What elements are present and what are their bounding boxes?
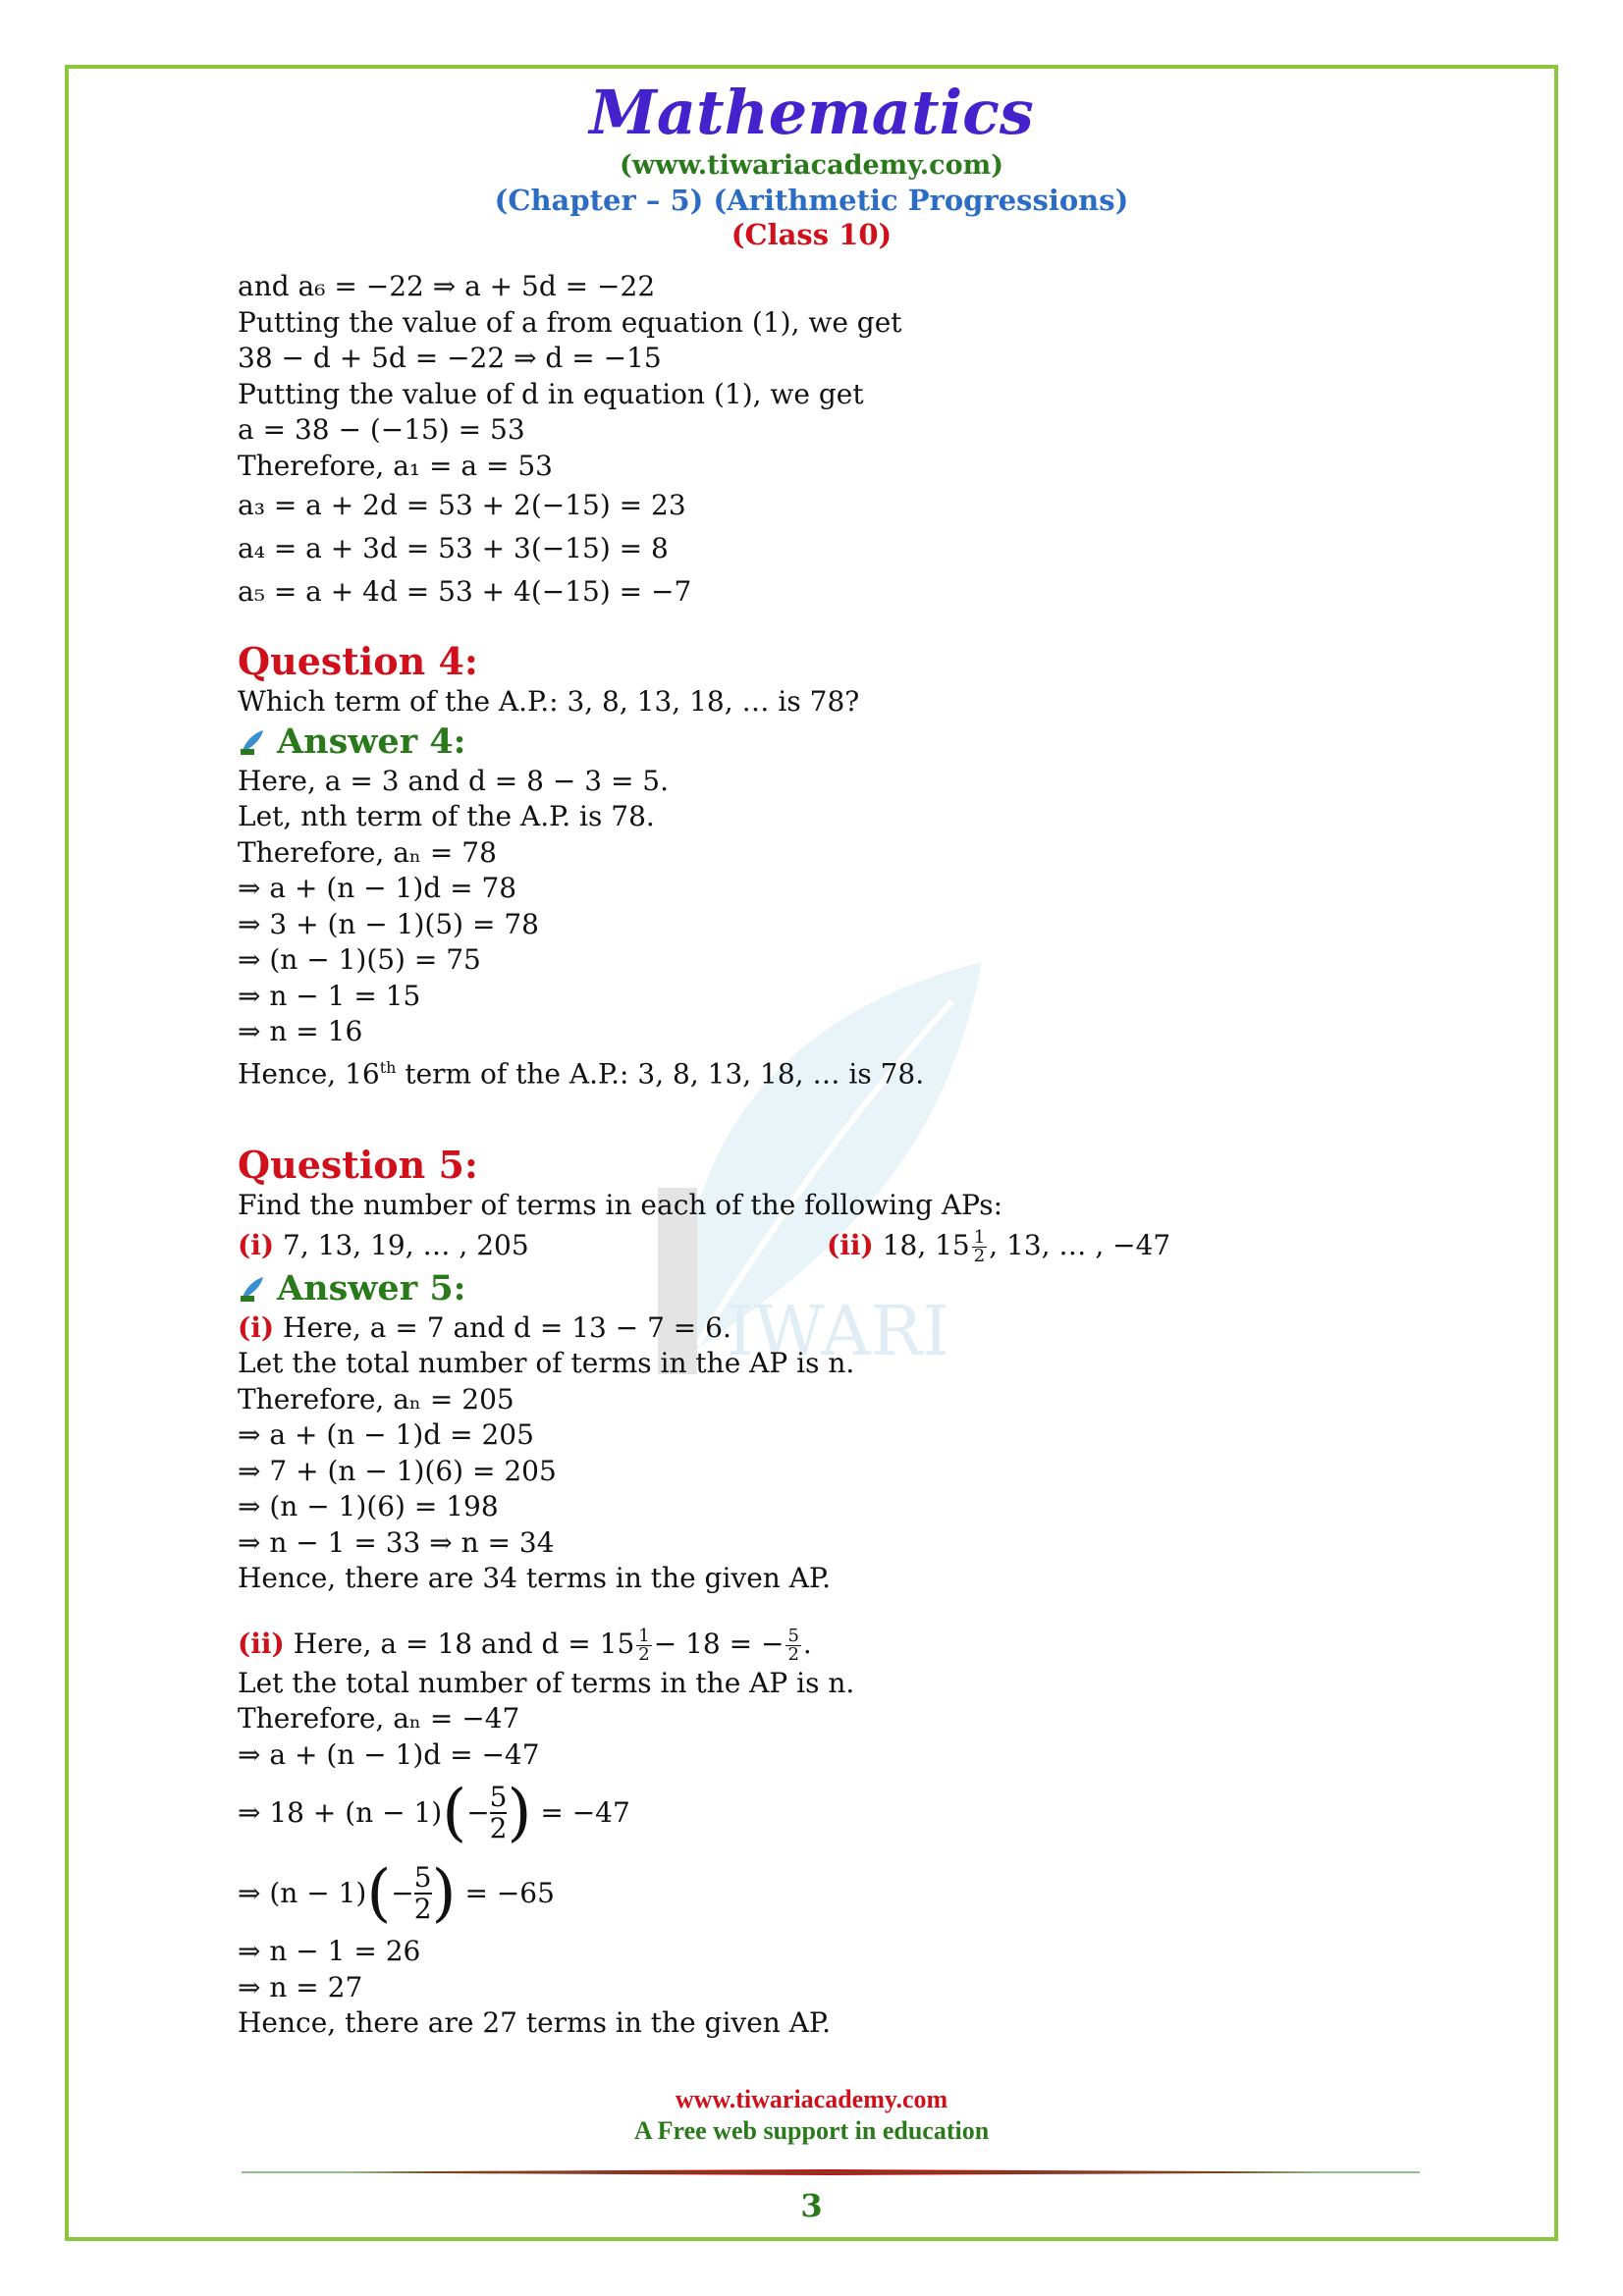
fraction-five-halves: $\frac{5}{2}$ xyxy=(787,1625,799,1665)
answer-line: ⇒ a + (n − 1)d = 205 xyxy=(238,1418,534,1452)
solution-line: Putting the value of d in equation (1), we get xyxy=(238,377,864,410)
footer-website: www.tiwariacademy.com xyxy=(675,2085,948,2113)
page-content xyxy=(238,269,1465,2042)
part-i-first-line: (i) Here, a = 7 and d = 13 − 7 = 6. xyxy=(238,1310,731,1344)
fraction-half: $\frac{1}{2}$ xyxy=(973,1226,986,1266)
fraction-five-halves: $\frac{5}{2}$ xyxy=(413,1861,432,1926)
answer-line: ⇒ (n − 1)(6) = 198 xyxy=(238,1490,499,1523)
answer-line: ⇒ n − 1 = 26 xyxy=(238,1935,421,1968)
answer-line: ⇒ n − 1 = 33 ⇒ n = 34 xyxy=(238,1525,555,1559)
answer-line: ⇒ 7 + (n − 1)(6) = 205 xyxy=(238,1454,557,1487)
footer-tagline: A Free web support in education xyxy=(633,2116,990,2145)
footer-divider xyxy=(242,2169,1420,2175)
answer-line: ⇒ n − 1 = 15 xyxy=(238,979,421,1012)
fraction-half: $\frac{1}{2}$ xyxy=(638,1625,650,1665)
page-number: 3 xyxy=(800,2187,823,2224)
answer-4-label: Answer 4: xyxy=(277,721,466,762)
question-5-heading: Question 5: xyxy=(238,1143,478,1188)
answer-4-conclusion: Hence, 16th term of the A.P.: 3, 8, 13, 18, … is 78. xyxy=(238,1056,925,1090)
equation-line: ⇒ (n − 1) ( − $\frac{5}{2}$ ) = −65 xyxy=(238,1857,555,1931)
solution-line: a₃ = a + 2d = 53 + 2(−15) = 23 xyxy=(238,489,686,521)
part-ii-first-line: (ii) Here, a = 18 and d = 15 $\frac{1}{2}$ − 18 = − $\frac{5}{2}$ . xyxy=(238,1625,812,1665)
answer-line: Let, nth term of the A.P. is 78. xyxy=(238,800,655,832)
answer-line: Hence, there are 27 terms in the given AP. xyxy=(238,2006,832,2040)
answer-5-label: Answer 5: xyxy=(277,1267,466,1308)
answer-4-heading xyxy=(238,721,1465,764)
class-label: (Class 10) xyxy=(730,218,893,251)
chapter-heading: (Chapter – 5) (Arithmetic Progressions) xyxy=(494,184,1129,217)
solution-line: Putting the value of a from equation (1), we get xyxy=(238,305,902,339)
answer-line: Hence, there are 34 terms in the given AP. xyxy=(238,1562,832,1595)
svg-text:IWARI: IWARI xyxy=(727,1291,950,1371)
solution-line: a₄ = a + 3d = 53 + 3(−15) = 8 xyxy=(238,532,669,564)
continued-solution xyxy=(238,269,1465,614)
question-4-heading: Question 4: xyxy=(238,639,478,683)
answer-line: ⇒ n = 27 xyxy=(238,1970,363,2003)
quill-icon xyxy=(238,1274,267,1304)
answer-line: Let the total number of terms in the AP is n. xyxy=(238,1347,855,1380)
question-5-text: Find the number of terms in each of the following APs: xyxy=(238,1189,1003,1222)
answer-line: Here, a = 3 and d = 8 − 3 = 5. xyxy=(238,764,670,797)
solution-line: a₅ = a + 4d = 53 + 4(−15) = −7 xyxy=(238,575,692,608)
answer-line: Therefore, aₙ = 78 xyxy=(238,835,497,869)
answer-line: Let the total number of terms in the AP is n. xyxy=(238,1666,855,1699)
quill-icon xyxy=(238,727,267,757)
solution-line: Therefore, a₁ = a = 53 xyxy=(238,449,553,482)
solution-line: 38 − d + 5d = −22 ⇒ d = −15 xyxy=(238,342,662,374)
answer-line: Therefore, aₙ = −47 xyxy=(238,1702,520,1735)
equation-line: ⇒ 18 + (n − 1) ( − $\frac{5}{2}$ ) = −47 xyxy=(238,1777,630,1850)
answer-line: ⇒ 3 + (n − 1)(5) = 78 xyxy=(238,907,539,940)
question-4-text: Which term of the A.P.: 3, 8, 13, 18, … is 78? xyxy=(238,685,860,718)
solution-line: a = 38 − (−15) = 53 xyxy=(238,413,525,446)
fraction-five-halves: $\frac{5}{2}$ xyxy=(489,1781,508,1845)
answer-line: ⇒ (n − 1)(5) = 75 xyxy=(238,943,481,976)
answer-line: ⇒ n = 16 xyxy=(238,1015,363,1047)
solution-line: and a₆ = −22 ⇒ a + 5d = −22 xyxy=(238,270,656,302)
header-website: (www.tiwariacademy.com) xyxy=(620,150,1003,181)
question-5-parts: (i) 7, 13, 19, … , 205 (ii) 18, 15 $\frac{1}{2}$ , 13, … , −47 xyxy=(238,1226,1171,1266)
answer-5-heading xyxy=(238,1267,1465,1310)
answer-line: ⇒ a + (n − 1)d = 78 xyxy=(238,872,517,904)
page-title: Mathematics xyxy=(589,77,1034,148)
answer-line: Therefore, aₙ = 205 xyxy=(238,1382,514,1415)
answer-line: ⇒ a + (n − 1)d = −47 xyxy=(238,1737,540,1771)
